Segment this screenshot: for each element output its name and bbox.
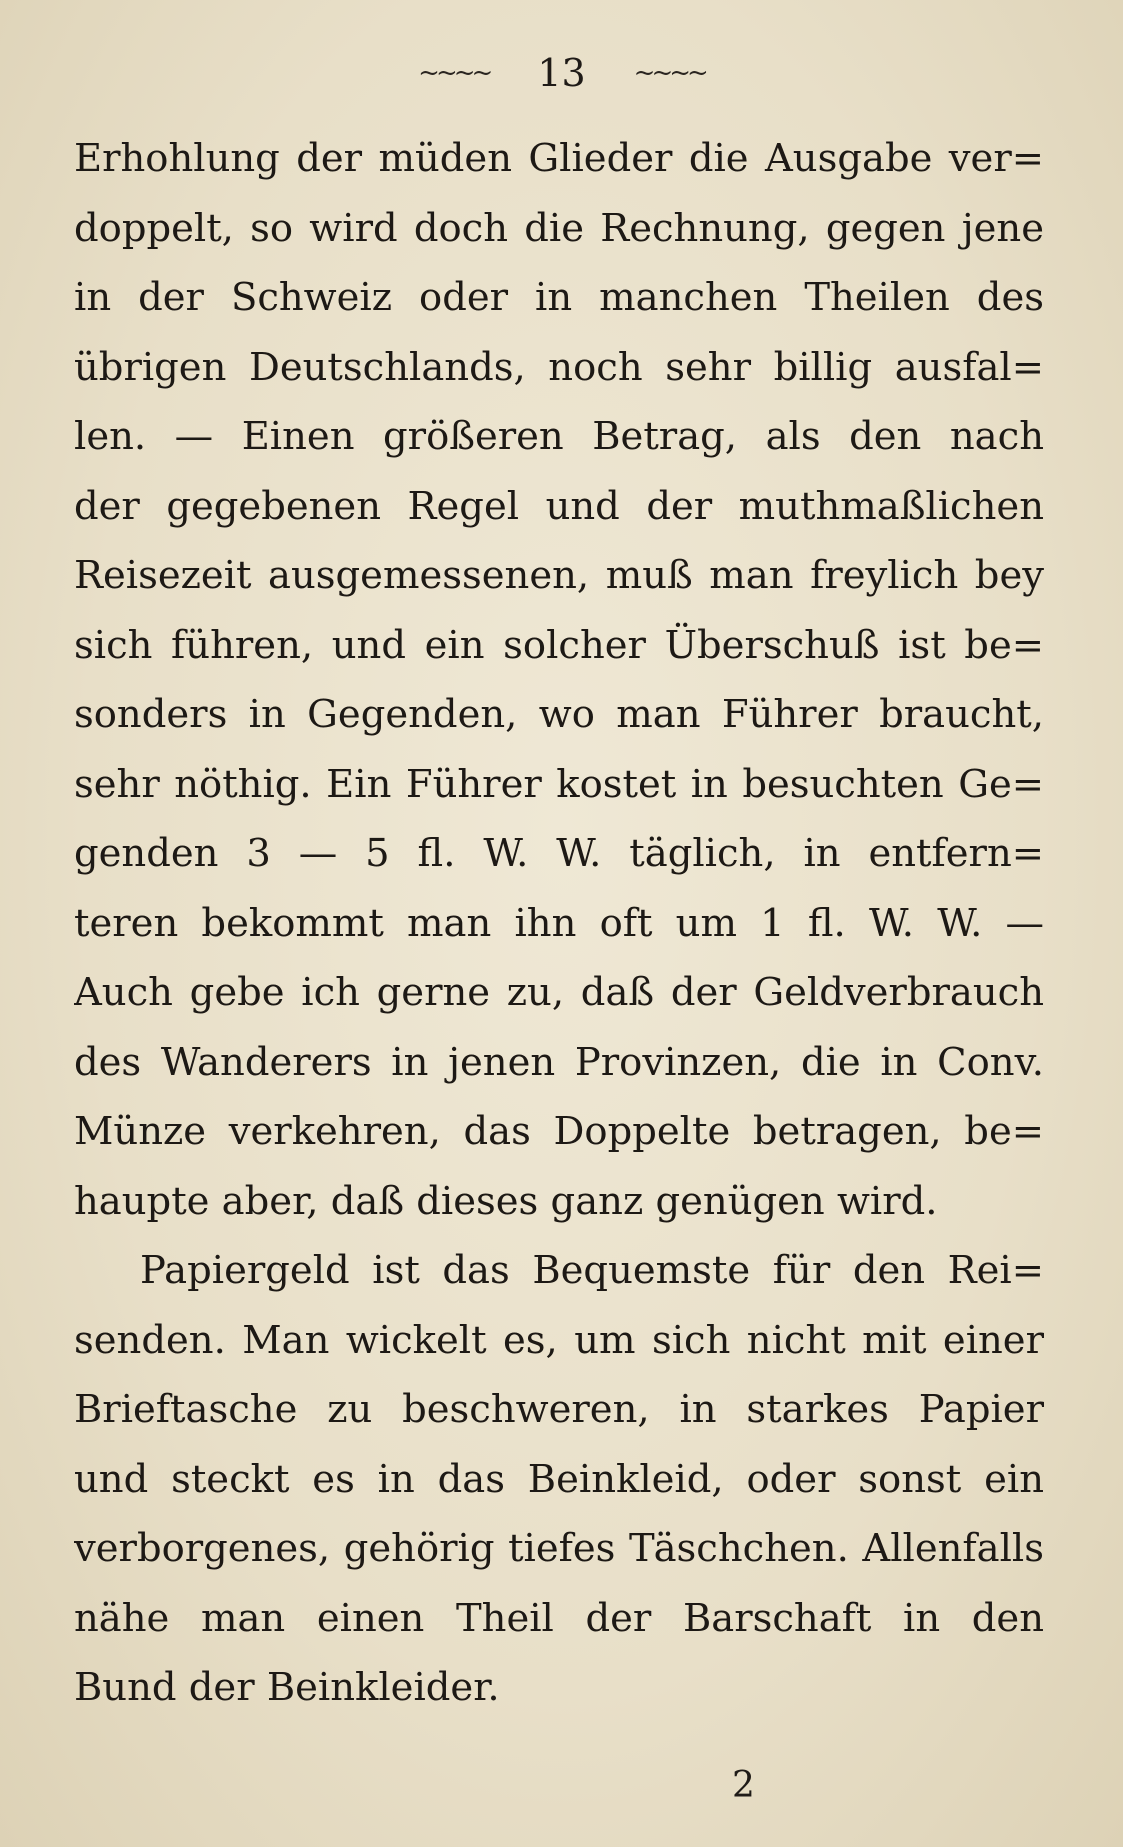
- page-number: 13: [537, 51, 586, 95]
- text-line: und steckt es in das Beinkleid, oder sonst ein: [74, 1456, 1044, 1502]
- text-line: doppelt, so wird doch die Rechnung, gegen jene: [74, 205, 1044, 251]
- page-header: [0, 48, 1123, 98]
- text-line: Auch gebe ich gerne zu, daß der Geldverbrauch: [74, 970, 1044, 1015]
- text-line: Erhohlung der müden Glieder die Ausgabe ver=: [74, 136, 1044, 181]
- text-line: genden 3 — 5 fl. W. W. täglich, in entfern=: [74, 831, 1044, 876]
- text-line: Brieftasche zu beschweren, in starkes Papier: [74, 1387, 1044, 1432]
- text-line: teren bekommt man ihn oft um 1 fl. W. W. —: [74, 900, 1044, 946]
- body-text: [74, 124, 1044, 1723]
- text-line: Bund der Beinkleider.: [74, 1665, 500, 1710]
- text-line: übrigen Deutschlands, noch sehr billig ausfal=: [74, 344, 1044, 390]
- signature-mark: 2: [732, 1765, 755, 1806]
- text-line: haupte aber, daß dieses ganz genügen wird.: [74, 1178, 938, 1224]
- text-line: sich führen, und ein solcher Überschuß ist be=: [74, 622, 1044, 668]
- text-line: der gegebenen Regel und der muthmaßlichen: [74, 483, 1044, 529]
- text-line: sonders in Gegenden, wo man Führer braucht,: [74, 692, 1044, 737]
- text-line: nähe man einen Theil der Barschaft in den: [74, 1595, 1044, 1641]
- text-line: senden. Man wickelt es, um sich nicht mit einer: [74, 1317, 1044, 1363]
- text-line: des Wanderers in jenen Provinzen, die in Conv.: [74, 1039, 1044, 1085]
- text-line: sehr nöthig. Ein Führer kostet in besuchten Ge=: [74, 761, 1044, 807]
- right-ornament: ~~~~: [633, 58, 705, 88]
- text-line: Reisezeit ausgemessenen, muß man freylich bey: [74, 553, 1044, 598]
- text-line: Papiergeld ist das Bequemste für den Rei=: [140, 1248, 1044, 1293]
- text-line: in der Schweiz oder in manchen Theilen des: [74, 275, 1044, 320]
- text-line: verborgenes, gehörig tiefes Täschchen. Allenfalls: [74, 1526, 1044, 1571]
- paragraph: [74, 1236, 1044, 1723]
- text-line: Münze verkehren, das Doppelte betragen, be=: [74, 1109, 1044, 1154]
- left-ornament: ~~~~: [418, 58, 490, 88]
- paragraph: [74, 124, 1044, 1236]
- text-line: len. — Einen größeren Betrag, als den nach: [74, 414, 1044, 459]
